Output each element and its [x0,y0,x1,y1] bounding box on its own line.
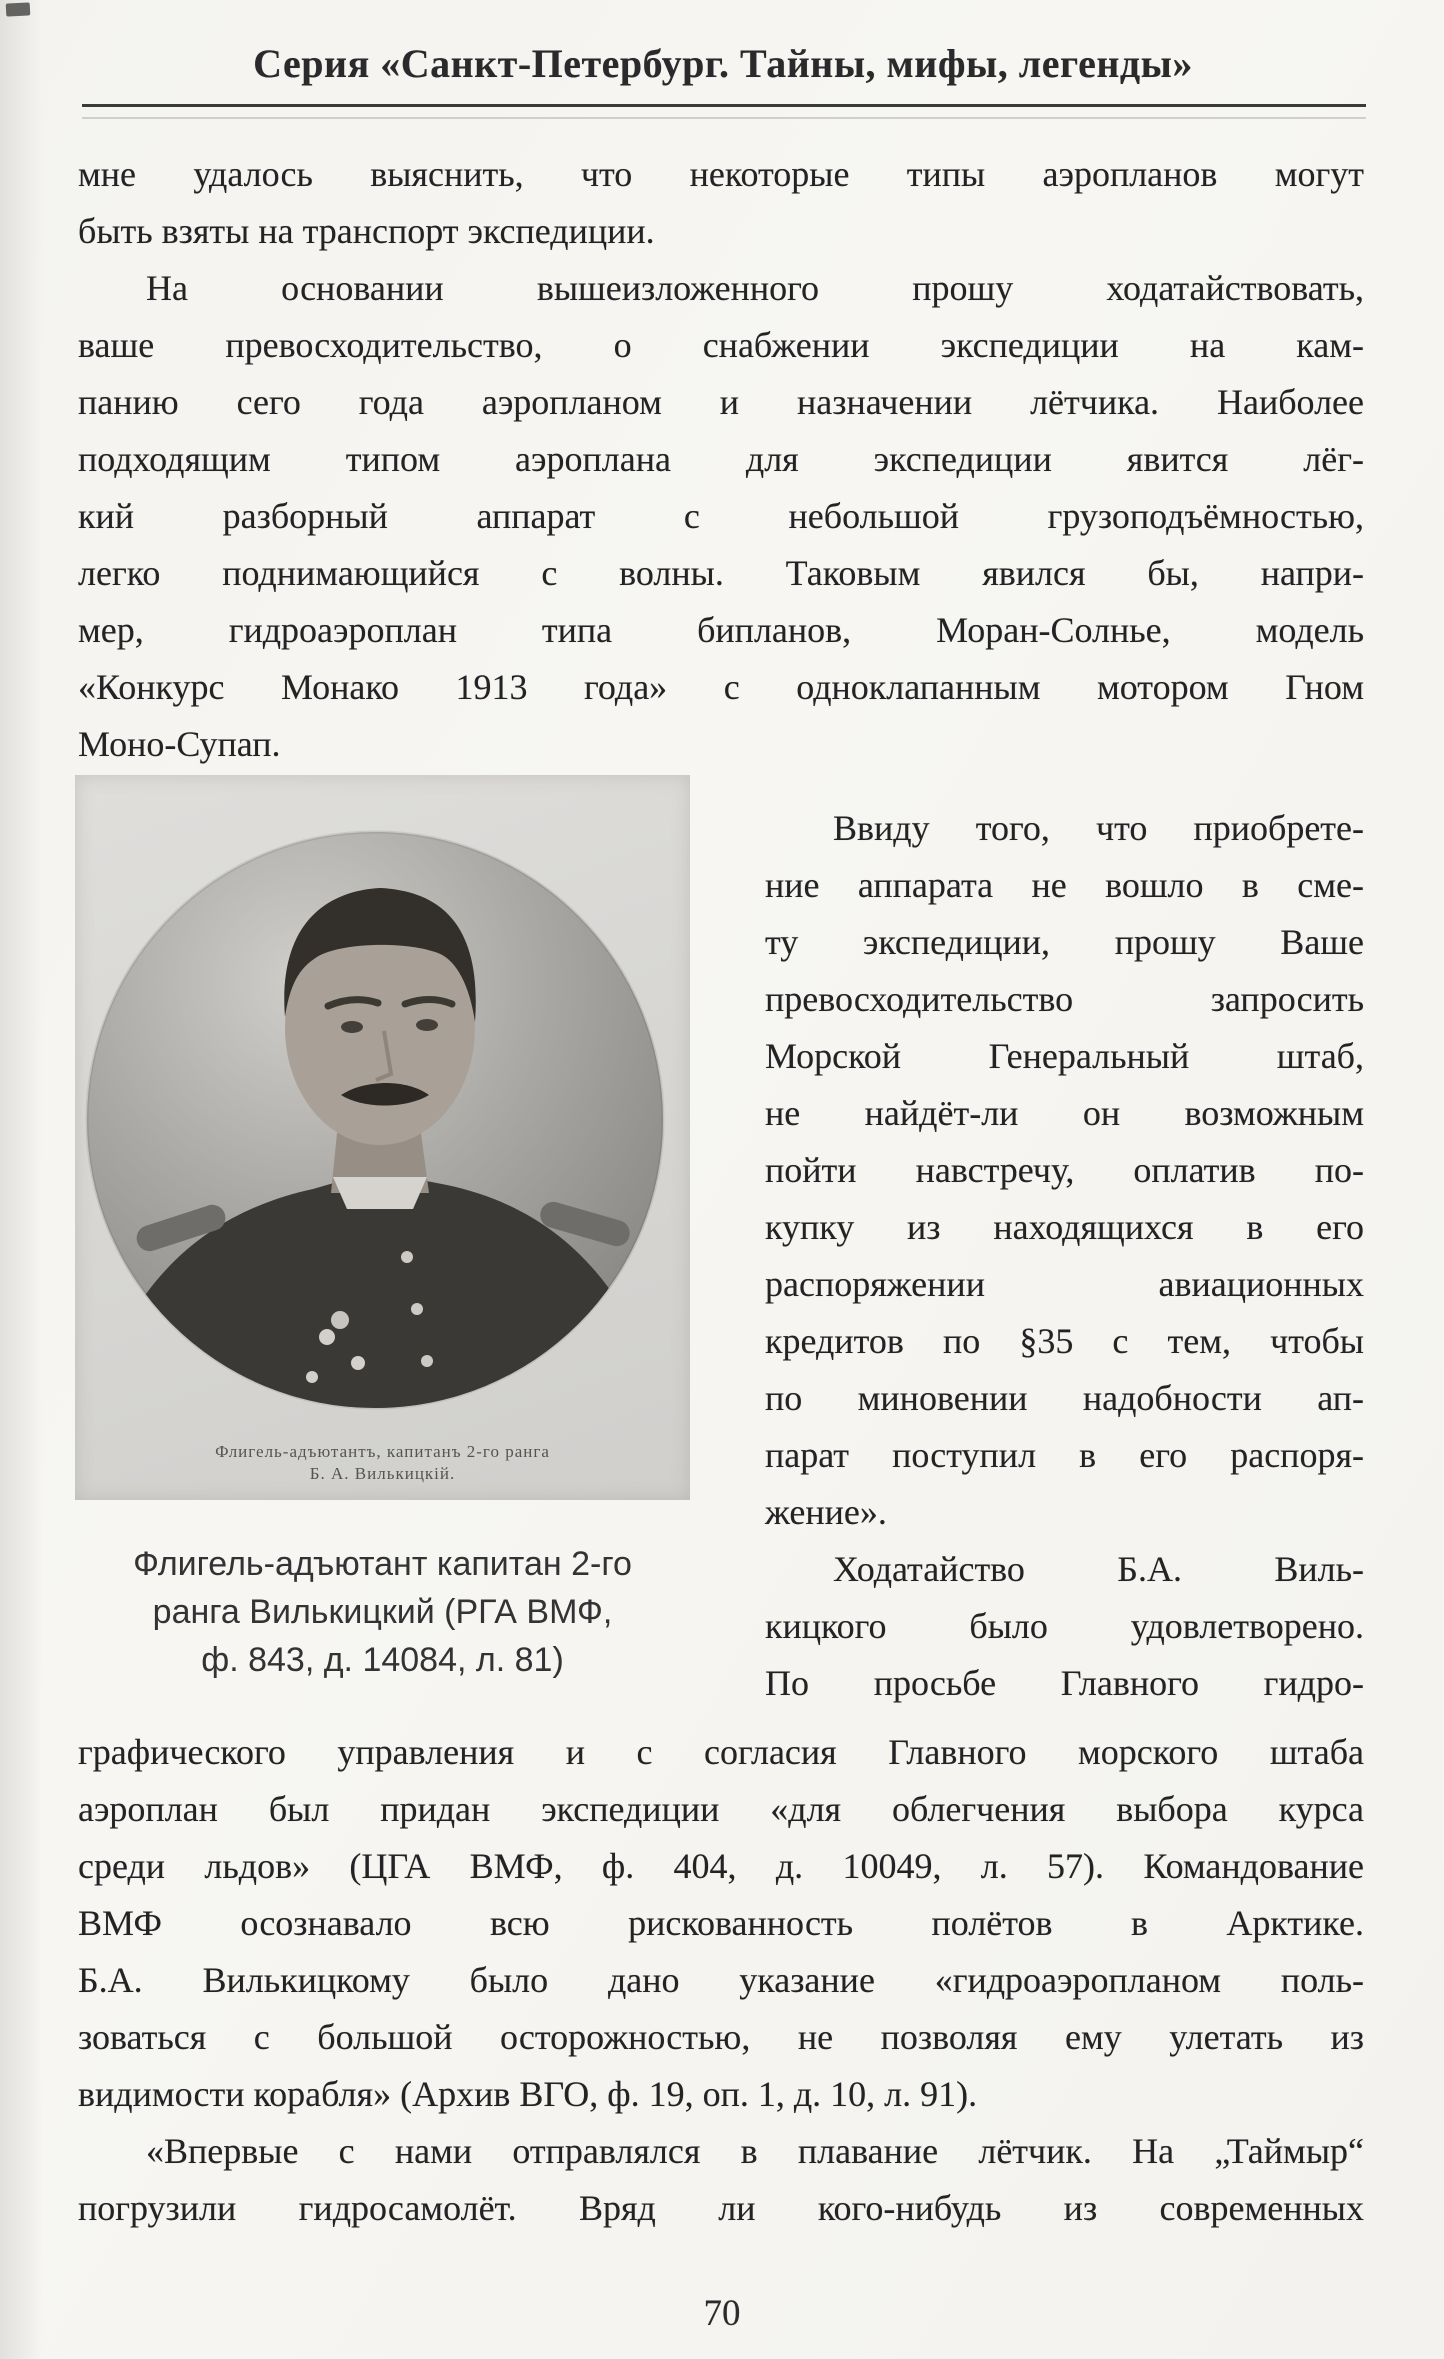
text-line: кий разборный аппарат с небольшой грузоподъёмностью, [78,496,1364,536]
text-line: ние аппарата не вошло в сме- [765,865,1364,905]
text-line: Морской Генеральный штаб, [765,1036,1364,1076]
text-line: Б.А. Вилькицкому было дано указание «гидроаэропланом поль- [78,1960,1364,2000]
photo-inner-caption-line1: Флигель-адъютантъ, капитанъ 2-го ранга [215,1442,550,1461]
text-line: Ввиду того, что приобрете- [833,808,1364,848]
text-line: легко поднимающийся с волны. Таковым явился бы, напри- [78,553,1364,593]
text-line: жение». [765,1492,887,1532]
text-line: ту экспедиции, прошу Ваше [765,922,1364,962]
body-text-right-column [765,800,1364,1712]
text-line: пойти навстречу, оплатив по- [765,1150,1364,1190]
text-line: На основании вышеизложенного прошу ходатайствовать, [146,268,1364,308]
text-line: ваше превосходительство, о снабжении экспедиции на кам- [78,325,1364,365]
body-text-bottom [78,1724,1364,2237]
text-line: подходящим типом аэроплана для экспедиции явится лёг- [78,439,1364,479]
photo-caption [75,1540,690,1684]
text-line: мне удалось выяснить, что некоторые типы аэропланов могут [78,154,1364,194]
text-line: превосходительство запросить [765,979,1364,1019]
text-line: погрузили гидросамолёт. Вряд ли кого-нибудь из современных [78,2188,1364,2228]
text-line: мер, гидроаэроплан типа бипланов, Моран-Солнье, модель [78,610,1364,650]
body-text-top [78,146,1364,773]
header-divider-echo [82,117,1366,119]
text-line: среди льдов» (ЦГА ВМФ, ф. 404, д. 10049, л. 57). Командование [78,1846,1364,1886]
text-line: «Впервые с нами отправлялся в плавание лётчик. На „Таймыр“ [146,2131,1364,2171]
text-line: аэроплан был придан экспедиции «для облегчения выбора курса [78,1789,1364,1829]
portrait-photo [75,775,690,1500]
text-line: распоряжении авиационных [765,1264,1364,1304]
text-line: быть взяты на транспорт экспедиции. [78,211,655,251]
text-line: графического управления и с согласия Главного морского штаба [78,1732,1364,1772]
text-line: не найдёт-ли он возможным [765,1093,1364,1133]
text-line: видимости корабля» (Архив ВГО, ф. 19, оп. 1, д. 10, л. 91). [78,2074,978,2114]
photo-caption-line: ф. 843, д. 14084, л. 81) [201,1641,564,1679]
text-line: зоваться с большой осторожностью, не позволяя ему улетать из [78,2017,1364,2057]
portrait-photo-image [75,775,690,1500]
text-line: ВМФ осознавало всю рискованность полётов в Арктике. [78,1903,1364,1943]
page-number: 70 [703,2293,741,2334]
text-line: кицкого было удовлетворено. [765,1606,1364,1646]
scan-artifact [6,2,31,16]
series-header: Серия «Санкт-Петербург. Тайны, мифы, легенды» [253,41,1193,86]
text-line: купку из находящихся в его [765,1207,1364,1247]
text-line: Ходатайство Б.А. Виль- [833,1549,1364,1589]
text-line: панию сего года аэропланом и назначении лётчика. Наиболее [78,382,1364,422]
photo-caption-line: ранга Вилькицкий (РГА ВМФ, [152,1593,613,1631]
header-divider [82,104,1366,107]
page-gutter-shadow [0,0,42,2359]
text-line: «Конкурс Монако 1913 года» с одноклапанным мотором Гном [78,667,1364,707]
text-line: кредитов по §35 с тем, чтобы [765,1321,1364,1361]
text-line: парат поступил в его распоря- [765,1435,1364,1475]
text-line: По просьбе Главного гидро- [765,1663,1364,1703]
text-line: по миновении надобности ап- [765,1378,1364,1418]
photo-inner-caption-line2: Б. А. Вилькицкій. [309,1464,456,1483]
photo-caption-line: Флигель-адъютант капитан 2-го [133,1545,632,1583]
text-line: Моно-Супап. [78,724,281,764]
